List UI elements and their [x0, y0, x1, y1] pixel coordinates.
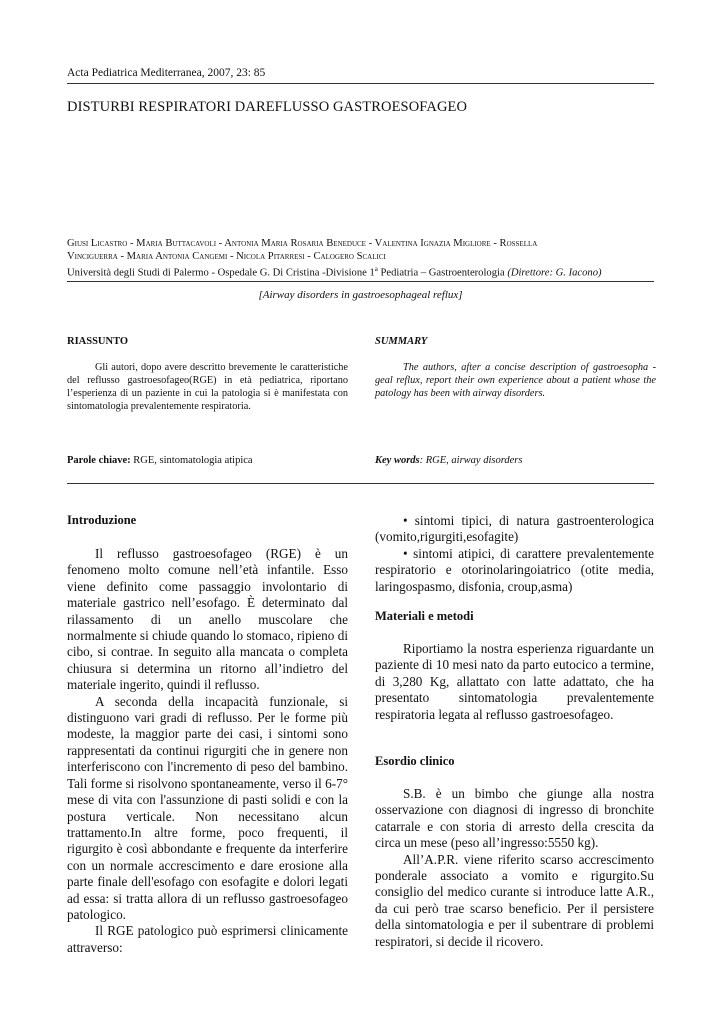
affiliation-prefix: Università degli Studi di Palermo - Ospedale G. Di Cristina -Divisione 1 [67, 267, 375, 279]
key-words-values: : RGE, airway disorders [419, 455, 523, 466]
affiliation-sup: a [374, 265, 378, 273]
affiliation-suffix: Pediatria – Gastroenterologia [377, 267, 508, 279]
summary-text: The authors, after a concise description of gastroesopha - geal reflux, report their own experience about a patient whose the patology has been with airway disorders. [375, 362, 656, 399]
intro-paragraph-2: A seconda della incapacità funzionale, si distinguono vari gradi di reflusso. Per le forme più modeste, la maggior parte dei casi, i sintomi sono rappresentati da continui rigurgiti che in genere non interferiscono con l'incremento di peso del bambino. Tali forme si risolvono spontaneamente, verso il 6-7° mese di vita con l'assunzione di pasti solidi e con la postura verticale. Non necessitano alcun trattamento.In altre forme, poco frequenti, il rigurgito è così abbondante e frequente da interferire con un normale accrescimento e dare erosione alla parte finale dell'esofago con esofagite e dolori legati ad essa: si tratta allora di un reflusso gastroesofageo patologico. [67, 693, 348, 922]
bullet-typical: • sintomi tipici, di natura gastroenterologica (vomito,rigurgiti,esofagite) [375, 513, 654, 545]
methods-heading: Materiali e metodi [375, 609, 474, 623]
intro-paragraph-1: Il reflusso gastroesofageo (RGE) è un fenomeno molto comune nell’età infantile. Esso viene definito come passaggio involontario di materiale gastrico nell’esofago. È determinato dal rilassamento di un anello muscolare che normalmente si chiude quando lo stomaco, ripieno di cibo, si contrae. In seguito alla mancata o completa chiusura si determina un ritorno all’indietro del materiale ingerito, quindi il reflusso. [67, 546, 348, 693]
key-words-label: Key words [375, 455, 420, 466]
summary-heading: SUMMARY [375, 336, 428, 347]
methods-body [375, 641, 654, 723]
english-title: [Airway disorders in gastroesophageal reflux] [258, 289, 463, 301]
onset-body [375, 786, 654, 950]
parole-chiave-label: Parole chiave: [67, 455, 131, 466]
director: (Direttore: G. Iacono) [507, 267, 602, 279]
intro-paragraph-3: Il RGE patologico può esprimersi clinicamente attraverso: [67, 923, 348, 955]
journal-citation: Acta Pediatrica Mediterranea, 2007, 23: 85 [67, 67, 266, 79]
methods-paragraph: Riportiamo la nostra esperienza riguardante un paziente di 10 mesi nato da parto eutocico a termine, di 3,280 Kg, allattato con latte adattato, che ha presentato sintomatologia prevalentemente respiratoria legata al reflusso gastroesofageo. [375, 641, 654, 722]
affiliation [67, 263, 667, 280]
riassunto-text: Gli autori, dopo avere descritto brevemente le caratteristiche del reflusso gastroesofageo(RGE) in età pediatrica, riportano l’esperienza di un paziente in cui la patologia si è manifestata con sintomatologia prevalentemente respiratoria. [67, 362, 348, 412]
parole-chiave [67, 455, 253, 466]
onset-paragraph-1: S.B. è un bimbo che giunge alla nostra osservazione con diagnosi di ingresso di bronchite catarrale e con storia di arresto della crescita da circa un mese (peso all’ingresso:5550 kg). [375, 786, 654, 851]
onset-paragraph-2: All’A.P.R. viene riferito scarso accrescimento ponderale associato a vomito e rigurgito.Su consiglio del medico curante si introduce latte A.R., da cui però trae scarso beneficio. Per il persistere della sintomatologia e per il subentrare di problemi respiratori, si decide il ricovero. [375, 851, 654, 949]
author-line-2: Vinciguerra - Maria Antonia Cangemi - Nicola Pitarresi - Calogero Scalici [67, 251, 386, 262]
author-list [67, 237, 667, 263]
riassunto-heading: RIASSUNTO [67, 336, 129, 347]
key-words [375, 455, 522, 466]
symptom-bullets [375, 513, 654, 595]
abstract-rule [67, 483, 654, 484]
bullet-atypical: • sintomi atipici, di carattere prevalentemente respiratorio e otorinolaringoiatrico (otite media, laringospasmo, disfonia, croup,asma) [375, 545, 654, 594]
introduction-body [67, 546, 348, 956]
author-line-1: Giusi Licastro - Maria Buttacavoli - Antonia Maria Rosaria Beneduce - Valentina Ignazia Migliore - Rossella [67, 238, 538, 249]
parole-chiave-values: RGE, sintomatologia atipica [130, 455, 253, 466]
header-rule [67, 83, 654, 84]
authors-rule [67, 281, 654, 282]
article-title: DISTURBI RESPIRATORI DAREFLUSSO GASTROESOFAGEO [67, 99, 468, 115]
introduction-heading: Introduzione [67, 513, 137, 527]
onset-heading: Esordio clinico [375, 754, 455, 768]
